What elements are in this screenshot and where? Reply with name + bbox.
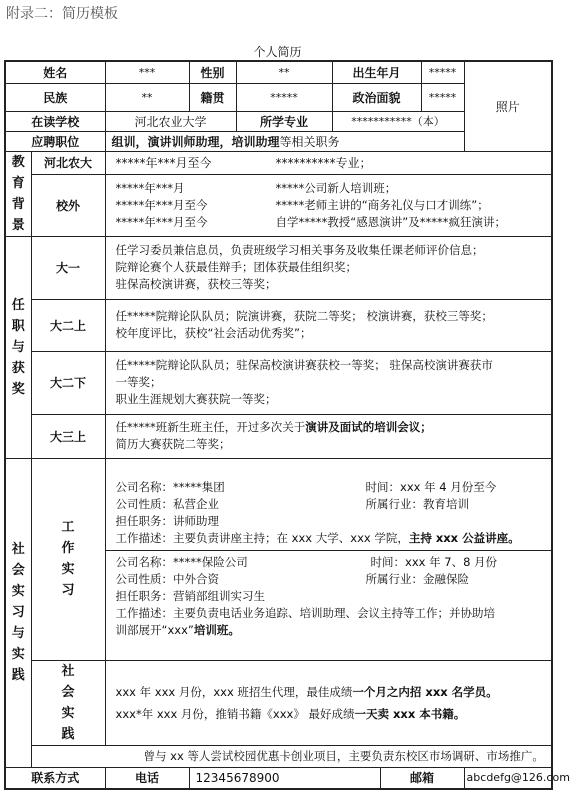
positions-row-3: [5, 351, 552, 414]
education-row-2: [5, 174, 552, 236]
job-company: [116, 479, 366, 496]
education-entry-text: *****公司新人培训班；: [275, 180, 397, 195]
time-label: 时间：: [370, 555, 406, 569]
time-value: xxx 年 7、8 月份: [405, 555, 498, 569]
year-1-entries: [105, 236, 552, 299]
email-value: abcdefg@126.com: [464, 767, 552, 789]
birth-value: *****: [421, 61, 464, 83]
social-line-text: xxx*年 xxx 月份，推销书籍《xxx》 最好成绩: [115, 706, 355, 721]
job-2: [106, 551, 552, 642]
education-label-hebau: 河北农大: [31, 151, 105, 174]
job-duty: [116, 588, 548, 605]
social-line-bold: 一个月之内招 xxx 名学员。: [352, 684, 498, 699]
contact-label: 联系方式: [5, 767, 105, 789]
desc-bold: 培训班。: [193, 623, 240, 637]
education-entry-date: *****年***月: [115, 180, 185, 195]
gender-label: 性别: [189, 61, 236, 83]
nature-label: 公司性质：: [115, 497, 174, 511]
education-entry-text: 自学*****教授“感恩演讲”及*****疯狂演讲；: [275, 214, 506, 229]
desc-value: 主要负责电话业务追踪、培训助理、会议主持等工作；并协助培: [173, 606, 496, 620]
school-value: 河北农业大学: [105, 111, 236, 131]
origin-label: 籍贯: [189, 83, 236, 111]
desc-value: 主要负责讲座主持；在 xxx 大学、xxx 学院，: [173, 531, 409, 545]
duty-label: 担任职务：: [115, 589, 174, 603]
ethnicity-value: **: [105, 83, 189, 111]
year-4-text: 任*****班新生班主任，开过多次关于: [115, 420, 306, 434]
gender-value: **: [236, 61, 332, 83]
practice-row-3: [5, 745, 552, 767]
major-value: ***********（本）: [332, 111, 464, 131]
education-label-outside: 校外: [31, 174, 105, 236]
year-1-line: 驻保高校演讲赛，获校三等奖；: [115, 277, 277, 291]
social-practice-entries: [105, 660, 552, 745]
year-2-line: 校年度评比，获校“社会活动优秀奖”；: [115, 326, 312, 340]
position-label: 应聘职位: [5, 131, 105, 151]
year-4-bold: 演讲及面试的培训会议；: [305, 420, 432, 434]
practice-row-1: [5, 458, 552, 660]
year-4-line: [116, 419, 550, 436]
contact-row: [5, 767, 552, 789]
year-3-entries: [105, 351, 552, 414]
education-entry-text: **********专业；: [275, 156, 372, 171]
year-label-2: 大二上: [31, 299, 105, 351]
job-time: [366, 479, 497, 496]
job-1: [106, 476, 552, 550]
year-1-line: 院辩论赛个人获最佳辩手；团体获最佳组织奖；: [115, 260, 358, 274]
job-desc: [116, 605, 548, 622]
education-section-label: 教 育 背 景: [5, 151, 31, 236]
job-company: [116, 554, 371, 571]
year-label-4: 大三上: [31, 414, 105, 458]
social-line-text: xxx 年 xxx 月份，xxx 班招生代理，最佳成绩: [115, 684, 353, 699]
industry-label: 所属行业：: [365, 572, 424, 586]
phone-label: 电话: [105, 767, 189, 789]
year-3-line: 职业生涯规划大赛获院一等奖；: [115, 392, 277, 406]
job-nature: [116, 571, 366, 588]
company-label: 公司名称：: [115, 555, 174, 569]
positions-section-label: 任 职 与 获 奖: [5, 236, 31, 458]
resume-table: [4, 60, 570, 790]
practice-row-2: [5, 660, 552, 745]
birth-label: 出生年月: [332, 61, 421, 83]
year-2-line: 任*****院辩论队队员；院演讲赛，获院二等奖； 校演讲赛，获校三等奖；: [115, 309, 493, 323]
year-label-1: 大一: [31, 236, 105, 299]
job-desc: [116, 530, 548, 547]
company-value: *****集团: [173, 480, 225, 494]
social-practice-label: 社 会 实 践: [31, 660, 105, 745]
education-entry-date: *****年***月至今: [115, 197, 208, 212]
industry-value: 教育培训: [423, 497, 470, 511]
name-label: 姓名: [5, 61, 105, 83]
duty-value: 营销部组训实习生: [173, 589, 266, 603]
duty-label: 担任职务：: [115, 514, 174, 528]
year-2-entries: [105, 299, 552, 351]
social-line-bold: 一天卖 xxx 本书籍。: [354, 706, 466, 721]
practice-section-label: 社 会 实 习 与 实 践: [5, 458, 31, 767]
appendix-heading: 附录二：简历模板: [6, 6, 118, 22]
venture-text: 曾与 xx 等人尝试校园优惠卡创业项目，主要负责东校区市场调研、市场推广。: [143, 748, 544, 763]
education-entry-text: *****老师主讲的“商务礼仪与口才训练”；: [275, 197, 489, 212]
desc-label: 工作描述：: [115, 531, 174, 545]
education-entry-date: *****年***月至今: [115, 214, 208, 229]
social-line: [116, 681, 550, 703]
year-4-line: 简历大赛获院二等奖；: [115, 437, 231, 451]
job-nature: [116, 496, 366, 513]
industry-label: 所属行业：: [365, 497, 424, 511]
year-3-line: 任*****院辩论队队员；驻保高校演讲赛获校一等奖； 驻保高校演讲赛获市: [115, 358, 493, 372]
desc-bold: 主持 xxx 公益讲座。: [408, 531, 520, 545]
nature-value: 中外合资: [173, 572, 220, 586]
resume-title: 个人简历: [253, 45, 302, 59]
position-value: [105, 131, 464, 151]
politics-label: 政治面貌: [332, 83, 421, 111]
desc-line2: 训部展开“xxx”: [115, 623, 194, 637]
education-entry-date: *****年***月至今: [115, 156, 212, 171]
name-value: ***: [105, 61, 189, 83]
positions-row-2: [5, 299, 552, 351]
work-internship-entries: [105, 458, 552, 660]
venture-line: [31, 745, 552, 767]
year-1-line: 任学习委员兼信息员，负责班级学习相关事务及收集任课老师评价信息；: [115, 243, 484, 257]
nature-value: 私营企业: [173, 497, 220, 511]
social-line: [116, 703, 550, 725]
job-industry: [366, 571, 470, 588]
year-3-line: 一等奖；: [115, 375, 162, 389]
job-industry: [366, 496, 470, 513]
phone-value: 12345678900: [189, 767, 380, 789]
industry-value: 金融保险: [423, 572, 470, 586]
politics-value: *****: [421, 83, 464, 111]
positions-row-4: [5, 414, 552, 458]
nature-label: 公司性质：: [115, 572, 174, 586]
education-entries-hebau: [105, 151, 552, 174]
year-4-entries: [105, 414, 552, 458]
work-internship-label: 工 作 实 习: [31, 458, 105, 660]
photo-label: 照片: [495, 99, 520, 114]
email-label: 邮箱: [380, 767, 464, 789]
desc-label: 工作描述：: [115, 606, 174, 620]
time-value: xxx 年 4 月份至今: [400, 480, 497, 494]
major-label: 所学专业: [236, 111, 332, 131]
photo-box: [464, 61, 552, 151]
company-value: *****保险公司: [173, 555, 248, 569]
position-value-rest: 等相关职务: [279, 134, 340, 149]
header-row-1: [5, 61, 552, 83]
position-value-bold: 组训，演讲训师助理，培训助理: [111, 134, 280, 149]
positions-row-1: [5, 236, 552, 299]
year-label-3: 大二下: [31, 351, 105, 414]
job-time: [371, 554, 498, 571]
company-label: 公司名称：: [115, 480, 174, 494]
education-row-1: [5, 151, 552, 174]
duty-value: 讲师助理: [173, 514, 220, 528]
job-desc-cont: [116, 622, 548, 639]
time-label: 时间：: [365, 480, 401, 494]
school-label: 在读学校: [5, 111, 105, 131]
education-entries-outside: [105, 174, 552, 236]
origin-value: *****: [236, 83, 332, 111]
ethnicity-label: 民族: [5, 83, 105, 111]
job-duty: [116, 513, 548, 530]
